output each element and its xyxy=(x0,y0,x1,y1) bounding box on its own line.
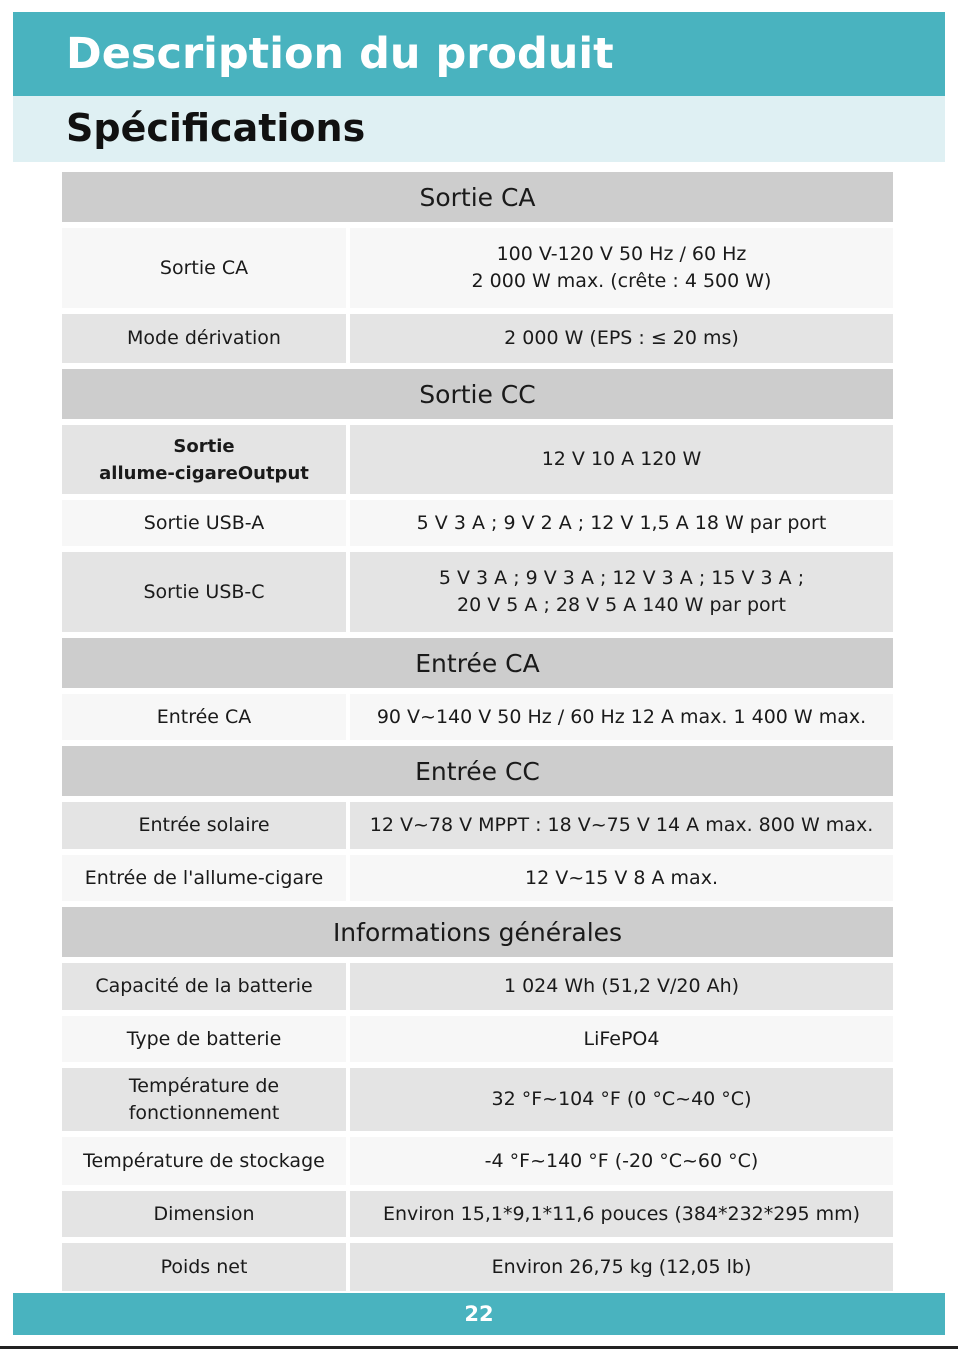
spec-row-mode-derivation xyxy=(62,314,893,363)
spec-label: Type de batterie xyxy=(62,1016,346,1062)
section-header-sortie-cc: Sortie CC xyxy=(62,369,893,419)
spec-label: Température de fonctionnement xyxy=(62,1068,346,1131)
spec-label: Sortie CA xyxy=(62,228,346,308)
section-heading: Spécifications xyxy=(66,106,366,150)
spec-label: Mode dérivation xyxy=(62,314,346,363)
section-header-entree-cc: Entrée CC xyxy=(62,746,893,796)
spec-value: 5 V 3 A ; 9 V 2 A ; 12 V 1,5 A 18 W par port xyxy=(350,500,893,546)
spec-row-entree-ca xyxy=(62,694,893,740)
spec-value: 1 024 Wh (51,2 V/20 Ah) xyxy=(350,963,893,1010)
spec-value: LiFePO4 xyxy=(350,1016,893,1062)
spec-row-sortie-ca xyxy=(62,228,893,308)
spec-row-poids-net xyxy=(62,1243,893,1291)
spec-value: Environ 15,1*9,1*11,6 pouces (384*232*295 mm) xyxy=(350,1191,893,1237)
spec-value: 90 V~140 V 50 Hz / 60 Hz 12 A max. 1 400 W max. xyxy=(350,694,893,740)
spec-label: Entrée de l'allume-cigare xyxy=(62,855,346,901)
spec-label: Entrée CA xyxy=(62,694,346,740)
page-number: 22 xyxy=(464,1302,494,1326)
subheader-bar xyxy=(13,96,945,162)
spec-row-type-batterie xyxy=(62,1016,893,1062)
spec-row-dimension xyxy=(62,1191,893,1237)
section-header-sortie-ca: Sortie CA xyxy=(62,172,893,222)
spec-label: Sortie allume-cigareOutput xyxy=(62,425,346,494)
spec-value: 32 °F~104 °F (0 °C~40 °C) xyxy=(350,1068,893,1131)
spec-label: Température de stockage xyxy=(62,1137,346,1185)
spec-value: 12 V~15 V 8 A max. xyxy=(350,855,893,901)
spec-value: 12 V 10 A 120 W xyxy=(350,425,893,494)
page-title: Description du produit xyxy=(66,29,614,79)
spec-row-entree-solaire xyxy=(62,802,893,849)
spec-value: Environ 26,75 kg (12,05 lb) xyxy=(350,1243,893,1291)
spec-row-sortie-usb-c xyxy=(62,552,893,632)
spec-value: -4 °F~140 °F (-20 °C~60 °C) xyxy=(350,1137,893,1185)
section-header-entree-ca: Entrée CA xyxy=(62,638,893,688)
spec-row-entree-allume-cigare xyxy=(62,855,893,901)
spec-row-temperature-stockage xyxy=(62,1137,893,1185)
header-bar xyxy=(13,12,945,96)
spec-label: Dimension xyxy=(62,1191,346,1237)
spec-row-sortie-allume-cigare xyxy=(62,425,893,494)
section-header-informations-generales: Informations générales xyxy=(62,907,893,957)
spec-table xyxy=(62,172,893,1297)
spec-value: 5 V 3 A ; 9 V 3 A ; 12 V 3 A ; 15 V 3 A ; 20 V 5 A ; 28 V 5 A 140 W par port xyxy=(350,552,893,632)
spec-value: 2 000 W (EPS : ≤ 20 ms) xyxy=(350,314,893,363)
spec-label: Sortie USB-C xyxy=(62,552,346,632)
footer-bar xyxy=(13,1293,945,1335)
spec-row-capacite-batterie xyxy=(62,963,893,1010)
spec-label: Sortie USB-A xyxy=(62,500,346,546)
spec-label: Poids net xyxy=(62,1243,346,1291)
spec-value: 100 V-120 V 50 Hz / 60 Hz 2 000 W max. (crête : 4 500 W) xyxy=(350,228,893,308)
spec-row-temperature-fonctionnement xyxy=(62,1068,893,1131)
spec-value: 12 V~78 V MPPT : 18 V~75 V 14 A max. 800 W max. xyxy=(350,802,893,849)
spec-label: Entrée solaire xyxy=(62,802,346,849)
spec-label: Capacité de la batterie xyxy=(62,963,346,1010)
spec-row-sortie-usb-a xyxy=(62,500,893,546)
